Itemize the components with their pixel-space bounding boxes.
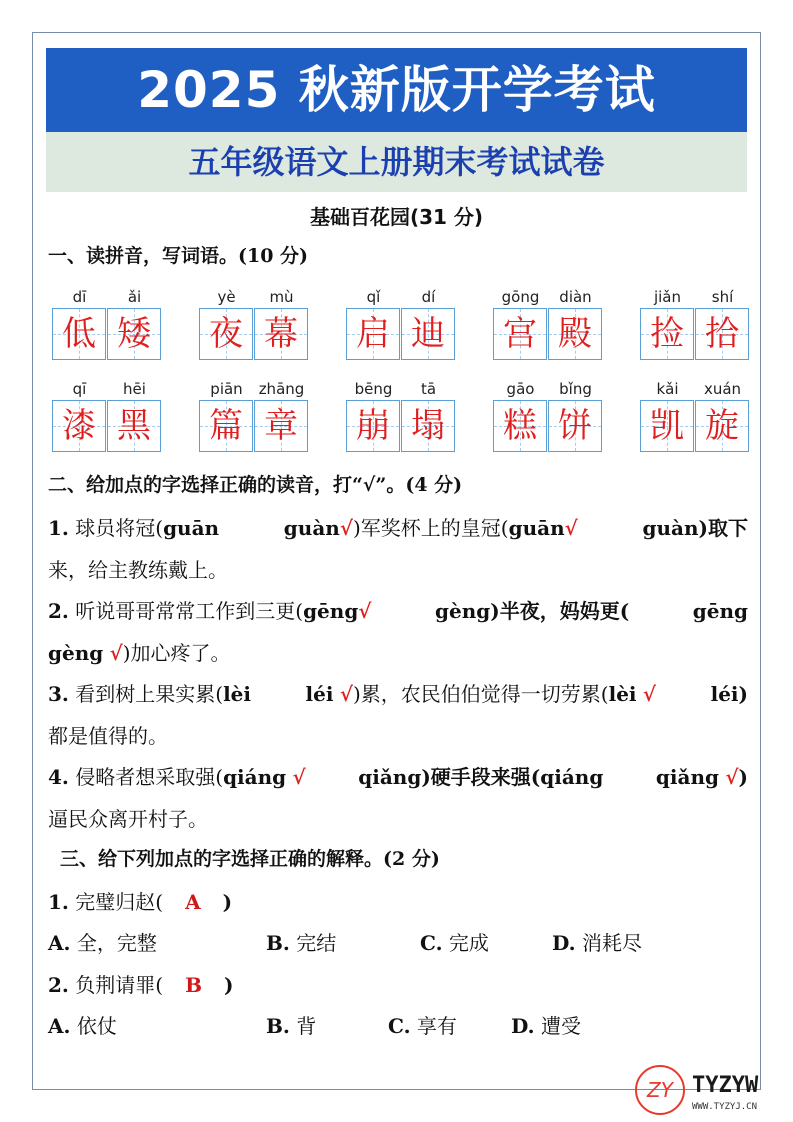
pinyin: mù xyxy=(269,288,294,306)
option-d: D. 遭受 xyxy=(511,1014,581,1038)
option-c: C. 享有 xyxy=(388,1014,457,1038)
check-mark: √ xyxy=(339,682,353,706)
char-box: 凯 xyxy=(640,400,694,452)
logo-icon xyxy=(634,1062,789,1118)
char-box: 章 xyxy=(254,400,308,452)
pinyin: piān xyxy=(210,380,243,398)
pinyin: ǎi xyxy=(127,288,142,306)
option-a: A. 依仗 xyxy=(48,1014,117,1038)
check-mark: √ xyxy=(292,765,306,789)
site-logo xyxy=(634,1062,789,1118)
pinyin: qī xyxy=(72,380,87,398)
word-group xyxy=(199,286,309,360)
char-box: 幕 xyxy=(254,308,308,360)
option-b: B. 背 xyxy=(266,1014,317,1038)
section-basic-title: 基础百花园(31 分) xyxy=(309,205,484,229)
check-mark: √ xyxy=(109,641,123,665)
part2-question-2: 2. 听说哥哥常常工作到三更(gēng√ gèng)半夜，妈妈更( gēng gèng √)加心疼了。 xyxy=(48,599,748,665)
pinyin: bǐng xyxy=(559,380,592,398)
pinyin: yè xyxy=(217,288,236,306)
answer-mark: A xyxy=(185,890,201,914)
part2-question-1: 1. 球员将冠(guān guàn√)军奖杯上的皇冠(guān√ guàn)取下 来，给主教练戴上。 xyxy=(48,516,748,582)
check-mark: √ xyxy=(564,516,578,540)
part1-heading: 一、读拼音，写词语。(10 分) xyxy=(48,245,309,267)
char-box: 启 xyxy=(346,308,400,360)
check-mark: √ xyxy=(339,516,353,540)
word-group xyxy=(199,378,309,452)
char-box: 篇 xyxy=(199,400,253,452)
check-mark: √ xyxy=(725,765,739,789)
part2-heading: 二、给加点的字选择正确的读音，打“√”。(4 分) xyxy=(48,474,463,496)
svg-text:ZY: ZY xyxy=(647,1078,673,1102)
char-box: 夜 xyxy=(199,308,253,360)
char-box: 黑 xyxy=(107,400,161,452)
part2-question-3: 3. 看到树上果实累(lèi léi √)累，农民伯伯觉得一切劳累(lèi √ léi) 都是值得的。 xyxy=(48,682,748,748)
part3-question-1: 1. 完璧归赵( A ) xyxy=(48,890,233,914)
char-box: 低 xyxy=(52,308,106,360)
word-group xyxy=(640,378,750,452)
option-a: A. 全，完整 xyxy=(48,931,157,955)
word-group xyxy=(52,378,162,452)
word-group xyxy=(640,286,750,360)
word-group xyxy=(346,286,456,360)
pinyin: tā xyxy=(420,380,437,398)
part3-q2-options xyxy=(48,1008,748,1044)
char-box: 拾 xyxy=(695,308,749,360)
pinyin: gōng xyxy=(501,288,540,306)
check-mark: √ xyxy=(358,599,372,623)
pinyin: zhāng xyxy=(258,380,305,398)
pinyin: dī xyxy=(72,288,87,306)
word-group xyxy=(493,286,603,360)
char-box: 矮 xyxy=(107,308,161,360)
char-box: 迪 xyxy=(401,308,455,360)
svg-text:TYZYW: TYZYW xyxy=(692,1073,759,1098)
pinyin: dí xyxy=(421,288,436,306)
pinyin: xuán xyxy=(703,380,742,398)
char-box: 糕 xyxy=(493,400,547,452)
option-b: B. 完结 xyxy=(266,931,337,955)
pinyin: hēi xyxy=(123,380,146,398)
exam-subtitle: 五年级语文上册期末考试试卷 xyxy=(46,132,747,192)
option-c: C. 完成 xyxy=(420,931,489,955)
part2-question-4: 4. 侵略者想采取强(qiáng √ qiǎng)硬手段来强(qiáng qiǎng √) 逼民众离开村子。 xyxy=(48,765,748,831)
char-box: 塌 xyxy=(401,400,455,452)
word-group xyxy=(493,378,603,452)
pinyin: gāo xyxy=(506,380,535,398)
char-box: 旋 xyxy=(695,400,749,452)
part3-heading: 三、给下列加点的字选择正确的解释。(2 分) xyxy=(60,848,440,870)
pinyin: bēng xyxy=(354,380,393,398)
part3-q1-options xyxy=(48,925,748,961)
pinyin: kǎi xyxy=(656,380,679,398)
char-box: 殿 xyxy=(548,308,602,360)
word-group xyxy=(346,378,456,452)
answer-mark: B xyxy=(185,973,202,997)
pinyin: jiǎn xyxy=(653,288,682,306)
pinyin: qǐ xyxy=(366,288,381,306)
word-group xyxy=(52,286,162,360)
char-box: 捡 xyxy=(640,308,694,360)
exam-banner-title: 2025 秋新版开学考试 xyxy=(46,48,747,132)
char-box: 饼 xyxy=(548,400,602,452)
part3-question-2: 2. 负荆请罪( B ) xyxy=(48,973,234,997)
char-box: 漆 xyxy=(52,400,106,452)
pinyin: diàn xyxy=(559,288,592,306)
pinyin: shí xyxy=(711,288,734,306)
check-mark: √ xyxy=(642,682,657,706)
svg-text:WWW.TYZYJ.CN: WWW.TYZYJ.CN xyxy=(692,1102,758,1112)
char-box: 崩 xyxy=(346,400,400,452)
option-d: D. 消耗尽 xyxy=(552,931,642,955)
char-box: 宫 xyxy=(493,308,547,360)
